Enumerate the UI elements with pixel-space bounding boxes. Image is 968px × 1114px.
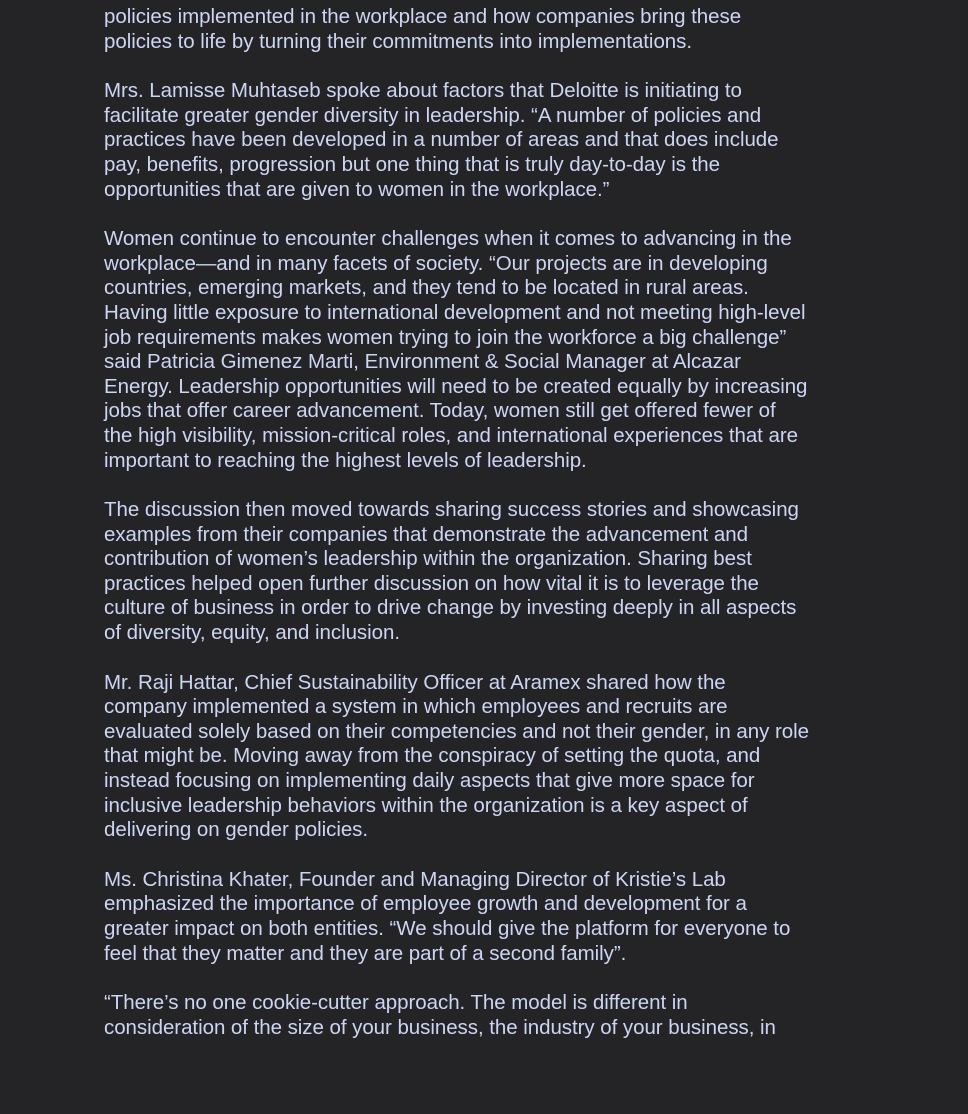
- article-body: [104, 5, 904, 1065]
- text-line: the high visibility, mission-critical roles, and international experiences that are: [104, 423, 798, 447]
- paragraph-khater: [104, 868, 904, 966]
- text-line: feel that they matter and they are part of a second family”.: [104, 941, 627, 965]
- text-line: Women continue to encounter challenges when it comes to advancing in the: [104, 227, 792, 251]
- text-line: delivering on gender policies.: [104, 818, 369, 842]
- text-line: greater impact on both entities. “We should give the platform for everyone to: [104, 917, 791, 940]
- text-line: opportunities that are given to women in the workplace.”: [104, 177, 610, 201]
- paragraph-success-stories: [104, 498, 904, 646]
- paragraph-policies-intro: [104, 5, 904, 54]
- text-line: examples from their companies that demonstrate the advancement and: [104, 522, 748, 546]
- text-line: Mrs. Lamisse Muhtaseb spoke about factors that Deloitte is initiating to: [104, 79, 742, 103]
- paragraph-hattar: [104, 671, 904, 843]
- text-line: of diversity, equity, and inclusion.: [104, 621, 400, 645]
- text-line: facilitate greater gender diversity in leadership. “A number of policies and: [104, 103, 762, 127]
- text-line: jobs that offer career advancement. Today, women still get offered fewer of: [104, 399, 776, 423]
- text-line: Energy. Leadership opportunities will need to be created equally by increasing: [104, 374, 808, 398]
- text-line: policies implemented in the workplace and how companies bring these: [104, 5, 742, 28]
- text-line: inclusive leadership behaviors within the organization is a key aspect of: [104, 793, 748, 817]
- text-line: Ms. Christina Khater, Founder and Managing Director of Kristie’s Lab: [104, 867, 726, 891]
- text-line: pay, benefits, progression but one thing that is truly day-to-day is the: [104, 152, 720, 176]
- paragraph-muhtaseb: [104, 79, 904, 202]
- text-line: policies to life by turning their commitments into implementations.: [104, 29, 692, 53]
- text-line: instead focusing on implementing daily aspects that give more space for: [104, 769, 755, 793]
- text-line: contribution of women’s leadership within the organization. Sharing best: [104, 547, 752, 571]
- text-line: practices helped open further discussion on how vital it is to leverage the: [104, 571, 759, 595]
- text-line: countries, emerging markets, and they tend to be located in rural areas.: [104, 276, 749, 300]
- text-line: culture of business in order to drive change by investing deeply in all aspects: [104, 596, 797, 620]
- text-line: practices have been developed in a number of areas and that does include: [104, 128, 779, 152]
- text-line: workplace—and in many facets of society. “Our projects are in developing: [104, 251, 768, 275]
- text-line: “There’s no one cookie-cutter approach. The model is different in: [104, 991, 688, 1015]
- text-line: important to reaching the highest levels of leadership.: [104, 448, 587, 472]
- text-line: said Patricia Gimenez Marti, Environment & Social Manager at Alcazar: [104, 350, 741, 374]
- text-line: The discussion then moved towards sharing success stories and showcasing: [104, 498, 799, 522]
- text-line: company implemented a system in which employees and recruits are: [104, 695, 728, 719]
- paragraph-cookie-cutter: [104, 991, 904, 1040]
- text-line: consideration of the size of your business, the industry of your business, in: [104, 1015, 776, 1039]
- text-line: job requirements makes women trying to join the workforce a big challenge”: [104, 325, 787, 349]
- text-line: evaluated solely based on their competencies and not their gender, in any role: [104, 719, 809, 743]
- text-line: Mr. Raji Hattar, Chief Sustainability Officer at Aramex shared how the: [104, 670, 726, 694]
- text-line: Having little exposure to international development and not meeting high-level: [104, 300, 806, 324]
- paragraph-gimenez-marti: [104, 227, 904, 473]
- text-line: that might be. Moving away from the conspiracy of setting the quota, and: [104, 744, 761, 768]
- text-line: emphasized the importance of employee growth and development for a: [104, 892, 747, 916]
